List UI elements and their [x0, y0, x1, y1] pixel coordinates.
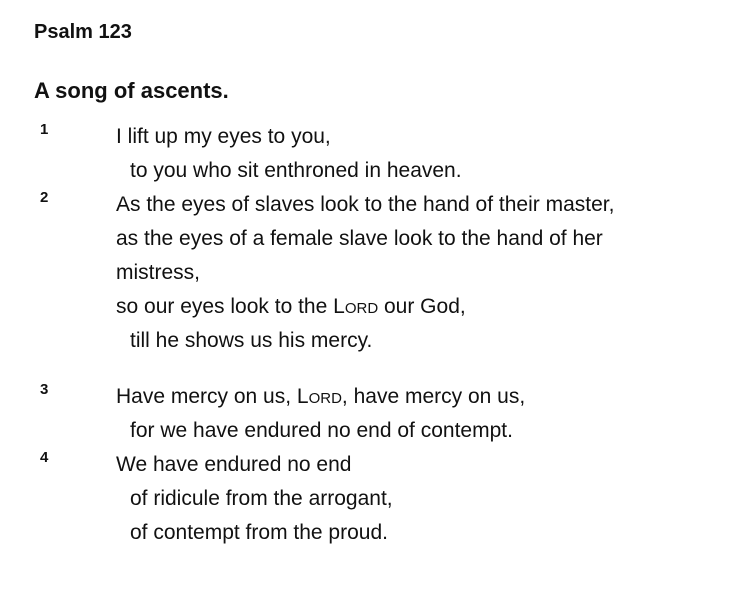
divine-name-lord: Lord — [333, 295, 379, 318]
verse-1-line-1: I lift up my eyes to you, — [116, 125, 331, 148]
passage — [34, 120, 734, 550]
verse-3 — [34, 380, 734, 448]
verse-3-line-2: for we have endured no end of contempt. — [130, 419, 513, 442]
divine-name-lord-2: Lord — [296, 385, 342, 408]
verse-4-line-3: of contempt from the proud. — [130, 521, 388, 544]
verse-4 — [34, 448, 734, 550]
verse-number-4: 4 — [40, 449, 49, 466]
verse-number-1: 1 — [40, 121, 49, 138]
verse-3-line-1 — [116, 380, 734, 414]
verse-2 — [34, 188, 734, 358]
verse-2-line-3-end: our God, — [378, 295, 466, 318]
verse-1-line-2: to you who sit enthroned in heaven. — [130, 159, 462, 182]
verse-2-line-2: as the eyes of a female slave look to the hand of her mistress, — [116, 227, 603, 284]
verse-1 — [34, 120, 734, 188]
verse-2-line-3 — [116, 290, 734, 324]
psalm-title: Psalm 123 — [34, 21, 132, 43]
verse-3-line-1-start: Have mercy on us, — [116, 385, 297, 408]
verse-4-line-1: We have endured no end — [116, 453, 352, 476]
verse-number-2: 2 — [40, 189, 49, 206]
verse-4-line-2: of ridicule from the arrogant, — [130, 487, 393, 510]
verse-2-line-1: As the eyes of slaves look to the hand of their master, — [116, 193, 615, 216]
verse-number-3: 3 — [40, 381, 49, 398]
verse-2-line-3-start: so our eyes look to the — [116, 295, 334, 318]
verse-2-line-4: till he shows us his mercy. — [130, 329, 373, 352]
superscription: A song of ascents. — [34, 78, 229, 103]
stanza-break — [34, 358, 734, 380]
psalm-page — [34, 18, 734, 550]
verse-3-line-1-end: , have mercy on us, — [341, 385, 526, 408]
